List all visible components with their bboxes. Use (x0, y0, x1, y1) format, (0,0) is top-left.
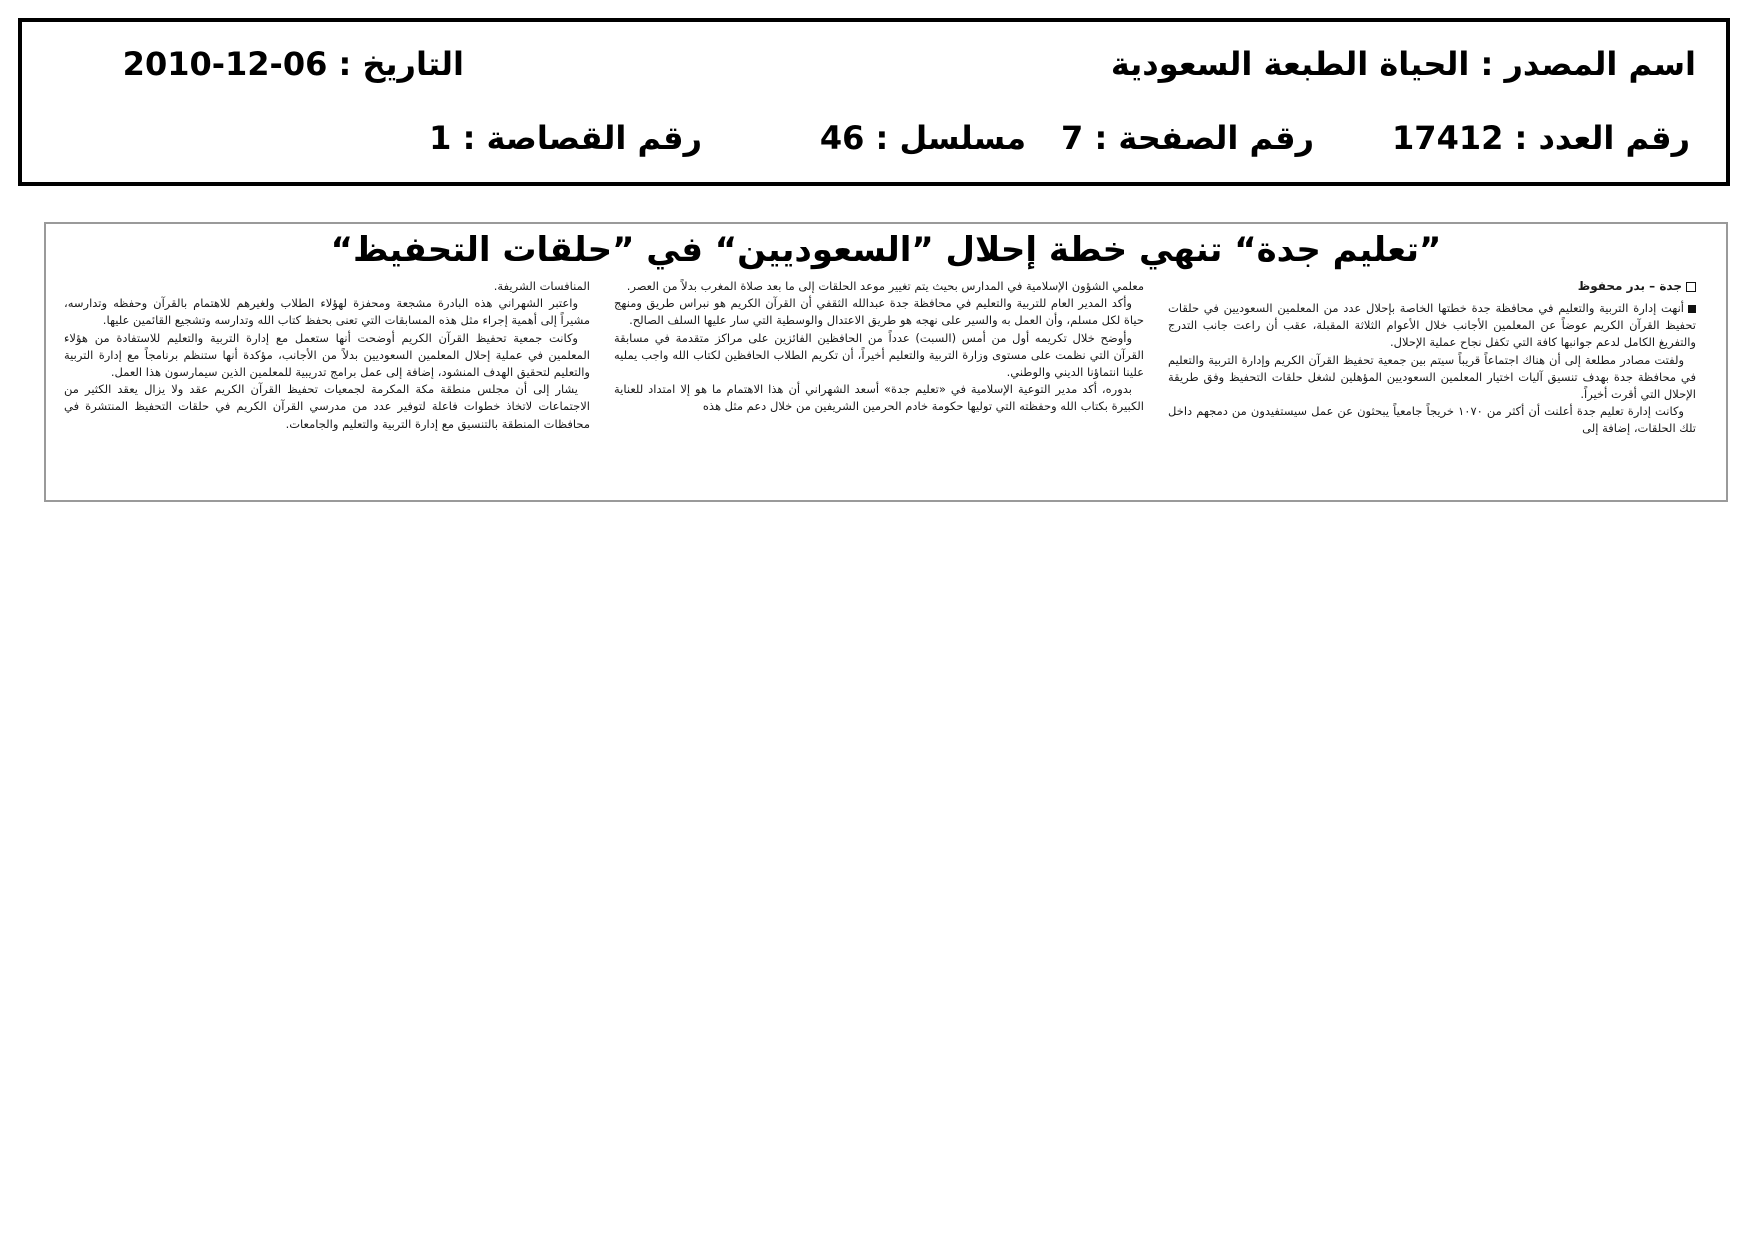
paragraph: وكانت جمعية تحفيظ القرآن الكريم أوضحت أنها ستعمل مع إدارة التربية والتعليم للاستفادة من هؤلاء المعلمين في عملية إحلال المعلمين السعوديين بدلاً من الأجانب، مؤكدة أنها ستنظم برنامجاً مع إدارة التربية والتعليم لتحقيق الهدف المنشود، إضافة إلى عمل برامج تدريبية للمعلمين الذين سيمارسون هذا العمل. (64, 330, 590, 380)
source-field (1111, 44, 1696, 84)
source-label: اسم المصدر : (1469, 45, 1696, 83)
serial-field (820, 118, 1026, 158)
issue-label: رقم العدد : (1503, 119, 1690, 157)
box-marker-icon (1686, 282, 1696, 292)
article-column-1 (1168, 278, 1696, 438)
issue-value: 17412 (1392, 119, 1504, 157)
serial-label: مسلسل : (864, 119, 1026, 157)
paragraph: بدوره، أكد مدير التوعية الإسلامية في «تعليم جدة» أسعد الشهراني أن هذا الاهتمام ما هو إلا امتداد للعناية الكبيرة بكتاب الله وحفظته التي توليها حكومة خادم الحرمين الشريفين من خلال دعم مثل هذه (614, 382, 1144, 414)
clipping-metadata-box (18, 18, 1730, 186)
page-value: 7 (1061, 119, 1084, 157)
article-byline (1168, 278, 1696, 294)
article-column-3 (64, 278, 590, 433)
paragraph: يشار إلى أن مجلس منطقة مكة المكرمة لجمعيات تحفيظ القرآن الكريم عقد ولا يزال يعقد الكثير من الاجتماعات لاتخاذ خطوات فاعلة لتوفير عدد من مدرسي القرآن الكريم في حلقات التحفيظ المنتشرة في محافظات المنطقة بالتنسيق مع إدارة التربية والتعليم والجامعات. (64, 382, 590, 431)
paragraph: وأكد المدير العام للتربية والتعليم في محافظة جدة عبدالله الثقفي أن القرآن الكريم هو نبراس طريق ومنهج حياة لكل مسلم، وأن العمل به والسير على نهجه هو طريق الاعتدال والوسطية التي سار عليها السلف الصالح. (614, 296, 1144, 328)
clipping-number-label: رقم القصاصة : (451, 119, 702, 157)
paragraph: وأوضح خلال تكريمه أول من أمس (السبت) عدداً من الحافظين الفائزين على مراكز متقدمة في مسابقة القرآن التي نظمت على مستوى وزارة التربية والتعليم أخيراً، أن تكريم الطلاب الحافظين لكتاب الله واجب يمليه علينا انتماؤنا الديني والوطني. (614, 330, 1144, 380)
date-value: 06-12-2010 (122, 45, 328, 83)
square-bullet-icon (1688, 305, 1696, 313)
page-field (1061, 118, 1314, 158)
clipping-number-value: 1 (429, 119, 452, 157)
clipping-number-field (429, 118, 702, 158)
paragraph: ولفتت مصادر مطلعة إلى أن هناك اجتماعاً قريباً سيتم بين جمعية تحفيظ القرآن الكريم وإدارة التربية والتعليم في محافظة جدة بهدف تنسيق آليات اختيار المعلمين السعوديين المؤهلين لشغل حلقات التحفيظ وفق طريقة الإحلال التي أقرت أخيراً. (1168, 352, 1696, 402)
date-label: التاريخ : (327, 45, 464, 83)
paragraph: معلمي الشؤون الإسلامية في المدارس بحيث يتم تغيير موعد الحلقات إلى ما بعد صلاة المغرب بدلاً من العصر. (626, 279, 1144, 293)
date-field (123, 44, 464, 84)
source-value: الحياة الطبعة السعودية (1110, 45, 1470, 83)
serial-value: 46 (819, 119, 865, 157)
article-column-2 (614, 278, 1144, 416)
newspaper-clipping (44, 222, 1728, 502)
byline-text: جدة – بدر محفوظ (1577, 279, 1682, 293)
paragraph: وكانت إدارة تعليم جدة أعلنت أن أكثر من ١٠٧٠ خريجاً جامعياً يبحثون عن عمل سيستفيدون من دمجهم داخل تلك الحلقات، إضافة إلى (1168, 404, 1696, 436)
paragraph: أنهت إدارة التربية والتعليم في محافظة جدة خطتها الخاصة بإحلال عدد من المعلمين السعوديين في حلقات تحفيظ القرآن الكريم عوضاً عن المعلمين الأجانب خلال الأعوام الثلاثة المقبلة، عقب أن راعت جانب التدرج والتفريغ الكامل لدعم جوانبها كافة التي تكفل نجاح عملية الإحلال. (1168, 301, 1696, 350)
article-headline: ”تعليم جدة“ تنهي خطة إحلال ”السعوديين“ في ”حلقات التحفيظ“ (330, 230, 1442, 270)
paragraph: المنافسات الشريفة. (493, 279, 590, 293)
page-label: رقم الصفحة : (1083, 119, 1314, 157)
issue-field (1392, 118, 1690, 158)
paragraph: واعتبر الشهراني هذه البادرة مشجعة ومحفزة لهؤلاء الطلاب ولغيرهم للاهتمام بالقرآن وحفظه وتدارسه، مشيراً إلى أهمية إجراء مثل هذه المسابقات التي تعنى بحفظ كتاب الله وتدارسه وتشجيع القائمين عليها. (64, 296, 590, 328)
